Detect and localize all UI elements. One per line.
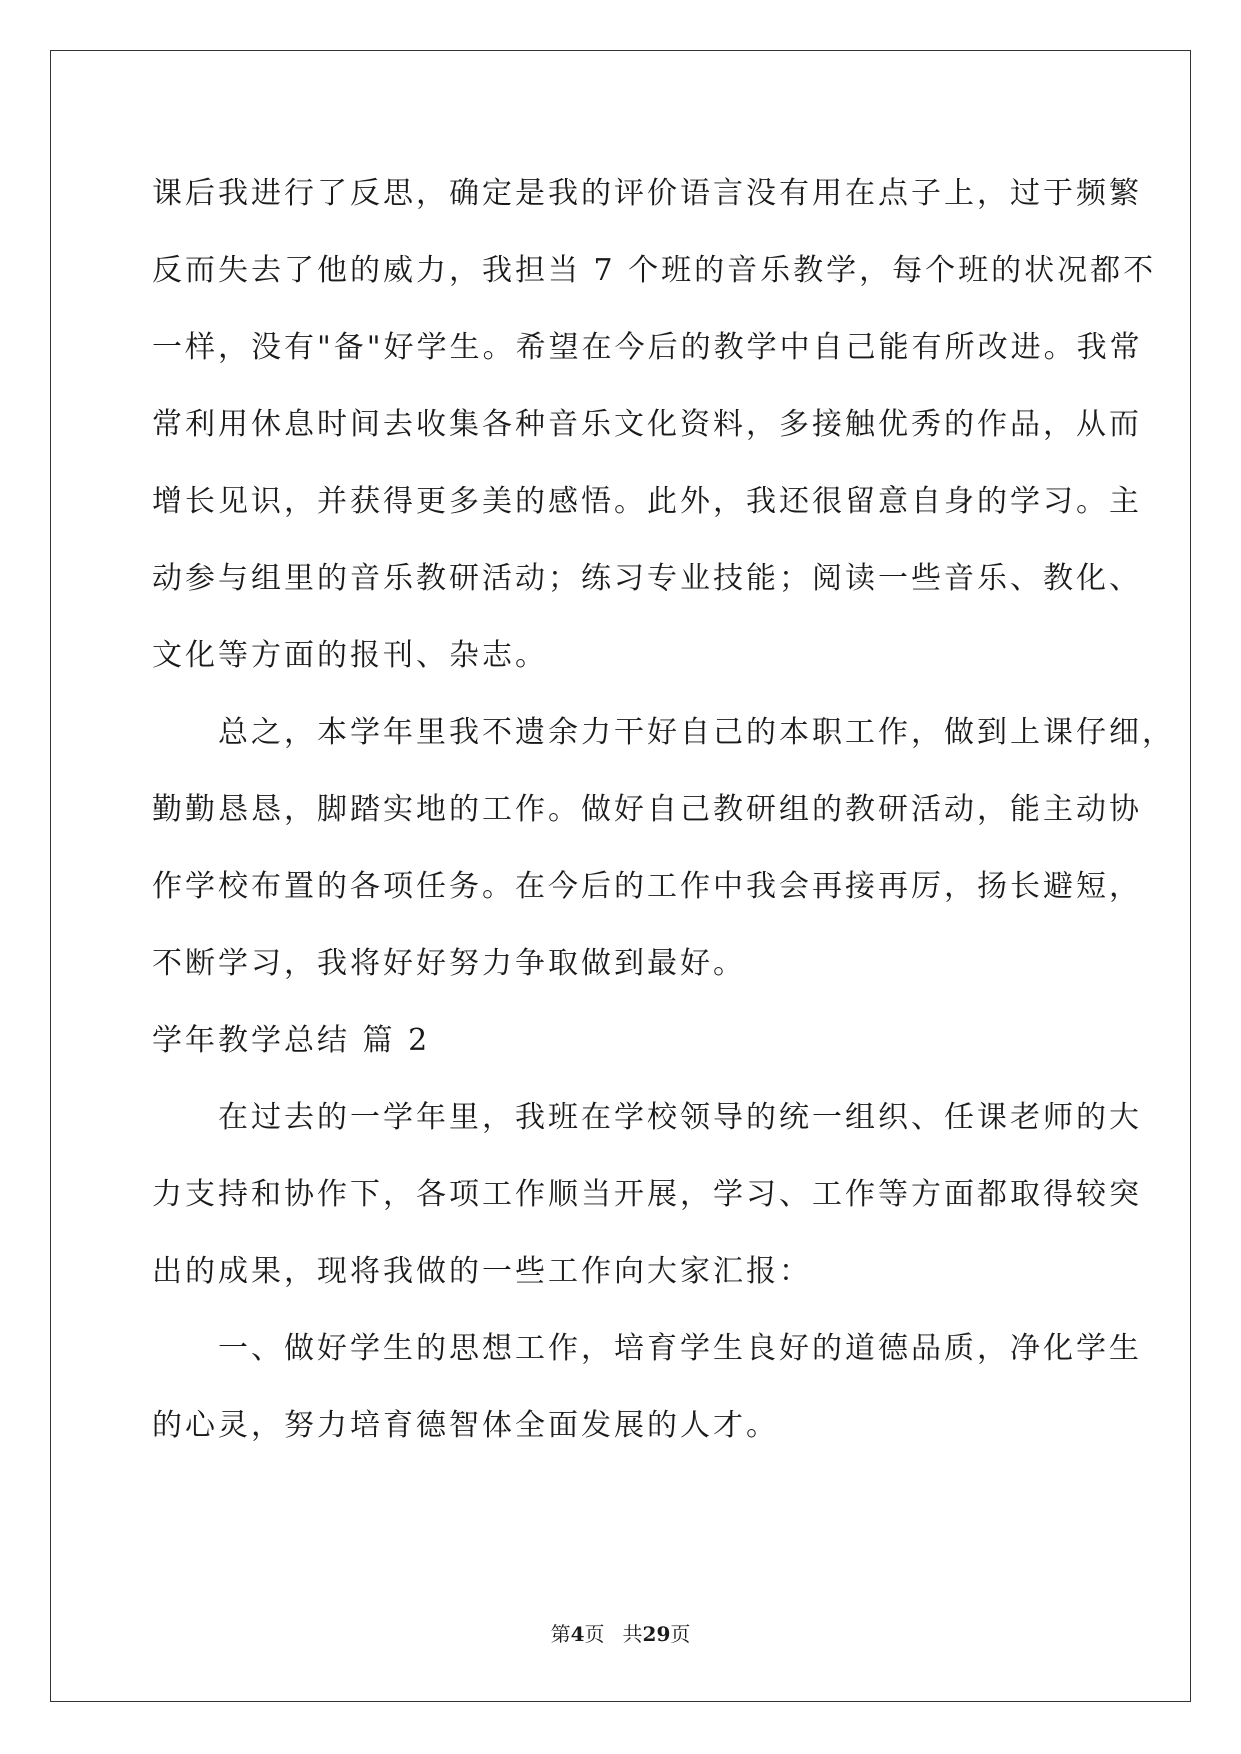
page-suffix: 页	[584, 1622, 605, 1646]
text-line: 勤勤恳恳，脚踏实地的工作。做好自己教研组的教研活动，能主动协	[152, 792, 1142, 827]
text-line: 一、做好学生的思想工作，培育学生良好的道德品质，净化学生	[152, 1331, 1142, 1366]
total-pages: 29	[642, 1622, 671, 1646]
text-line: 反而失去了他的威力，我担当 7 个班的音乐教学，每个班的状况都不	[152, 253, 1157, 288]
total-suffix: 页	[670, 1622, 691, 1646]
text-line: 常利用休息时间去收集各种音乐文化资料，多接触优秀的作品，从而	[152, 407, 1142, 442]
text-line: 总之，本学年里我不遗余力干好自己的本职工作，做到上课仔细，	[152, 715, 1175, 750]
text-line: 文化等方面的报刊、杂志。	[152, 638, 548, 673]
text-line: 不断学习，我将好好努力争取做到最好。	[152, 946, 746, 981]
text-line: 在过去的一学年里，我班在学校领导的统一组织、任课老师的大	[152, 1100, 1142, 1135]
text-line: 课后我进行了反思，确定是我的评价语言没有用在点子上，过于频繁	[152, 176, 1142, 211]
page-number: 4	[570, 1622, 585, 1646]
text-line: 出的成果，现将我做的一些工作向大家汇报：	[152, 1254, 812, 1289]
text-line: 力支持和协作下，各项工作顺当开展，学习、工作等方面都取得较突	[152, 1177, 1142, 1212]
text-line: 作学校布置的各项任务。在今后的工作中我会再接再厉，扬长避短，	[152, 869, 1142, 904]
text-line: 增长见识，并获得更多美的感悟。此外，我还很留意自身的学习。主	[152, 484, 1142, 519]
text-line: 的心灵，努力培育德智体全面发展的人才。	[152, 1408, 779, 1443]
page-prefix: 第	[550, 1622, 571, 1646]
total-prefix: 共	[622, 1622, 643, 1646]
document-body	[152, 155, 1175, 1464]
page-footer	[0, 1620, 1241, 1648]
section-heading: 学年教学总结 篇 2	[152, 1023, 431, 1058]
text-line: 一样，没有"备"好学生。希望在今后的教学中自己能有所改进。我常	[152, 330, 1143, 365]
text-line: 动参与组里的音乐教研活动；练习专业技能；阅读一些音乐、教化、	[152, 561, 1142, 596]
